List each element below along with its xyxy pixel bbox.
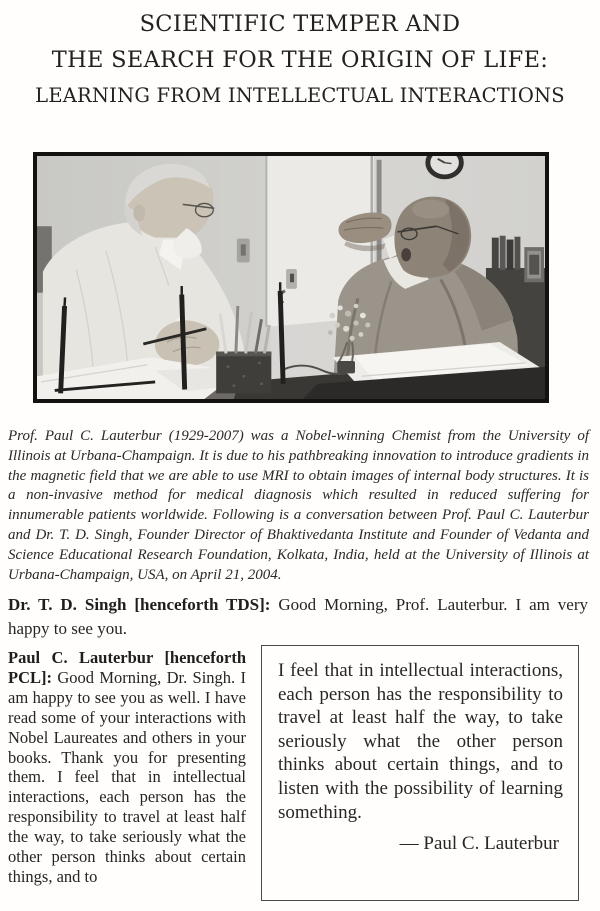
bald-crown <box>412 200 449 219</box>
ear <box>133 204 145 221</box>
title-line-3: LEARNING FROM INTELLECTUAL INTERACTIONS <box>35 84 565 107</box>
pull-quote-box <box>261 645 579 901</box>
title-line-2: THE SEARCH FOR THE ORIGIN OF LIFE: <box>51 47 549 73</box>
dialog-paragraph-tds <box>8 593 588 640</box>
title-line-1: SCIENTIFIC TEMPER AND <box>139 11 461 37</box>
open-mouth <box>401 248 411 261</box>
speaker-name-pcl: Paul C. Lauterbur [henceforth PCL]: <box>8 648 246 687</box>
vase <box>337 361 355 373</box>
article-title <box>0 6 600 114</box>
speaker-name-tds: Dr. T. D. Singh [henceforth TDS]: <box>8 595 271 614</box>
dialog-text-pcl: Good Morning, Dr. Singh. I am happy to see you as well. I have read some of your interactions with Nobel Laureates and others in your books. Thank you for presenting them. I feel that in intellectual interactions, each person has the responsibility to travel at least half the way, to take seriously what the other person thinks about certain things, and to <box>8 667 246 886</box>
photo-frame <box>33 152 549 403</box>
pull-quote-text: I feel that in intellectual interactions, each person has the responsibility to travel at least half the way, to take seriously what the other person thinks about certain things, and to listen with the possibility of learning something. <box>278 660 563 823</box>
wall-clock <box>428 156 461 177</box>
ear <box>456 234 466 249</box>
picture-frame <box>524 247 544 282</box>
light-switch <box>237 239 250 263</box>
photo-image <box>37 156 545 399</box>
dialog-text-tds: Good Morning, Prof. Lauterbur. I am very happy to see you. <box>8 595 588 638</box>
photo-caption: Prof. Paul C. Lauterbur (1929-2007) was a Nobel-winning Chemist from the University of Illinois at Urbana-Champaign. It is due to his pathbreaking innovation to introduce gradients in the magnetic field that we are able to use MRI to obtain images of internal body structures. It is a non-invasive method for medical diagnosis which resulted in reduced suffering for innumerable patients worldwide. Following is a conversation between Prof. Paul C. Lauterbur and Dr. T. D. Singh, Founder Director of Bhaktivedanta Institute and Founder of Vedanta and Science Educational Research Foundation, Kolkata, India, held at the University of Illinois at Urbana-Champaign, USA, on April 21, 2004. <box>8 428 589 583</box>
pull-quote-attribution: — Paul C. Lauterbur <box>399 833 559 855</box>
pen-holder-cup <box>216 352 271 394</box>
dialog-paragraph-pcl <box>8 648 246 911</box>
